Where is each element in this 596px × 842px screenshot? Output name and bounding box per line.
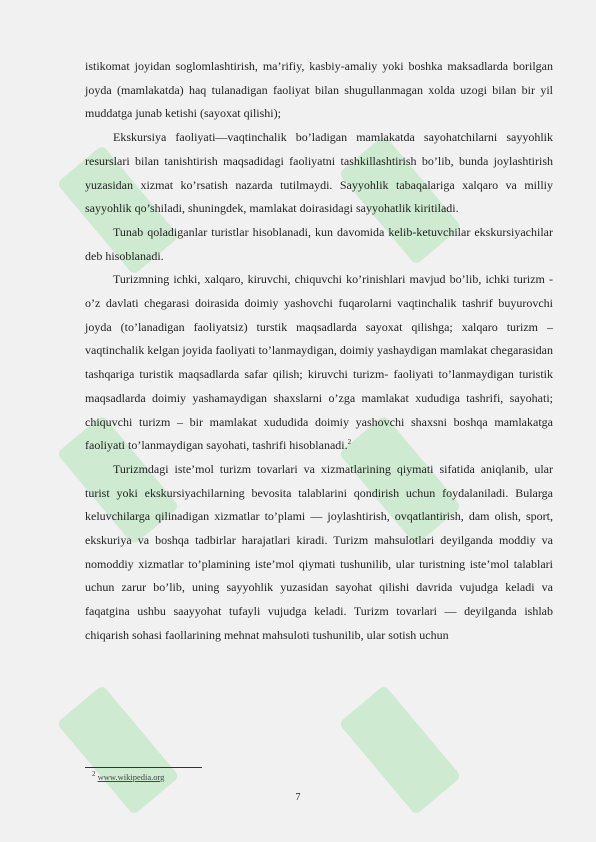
paragraph-2: Ekskursiya faoliyati—vaqtinchalik bo’ladigan mamlakatda sayohatchilarni sayyohlik resurslari bilan tanishtirish maqsadidagi faoliyatni tashkillashtirish bo’lib, bunda joylashtirish yuzasidan xizmat ko’rsatish nazarda tutilmaydi. Sayyohlik tabaqalariga xalqaro va milliy sayyohlik qo’shiladi, shuningdek, mamlakat doirasidagi sayyohatlik kiritiladi. [85,130,553,216]
page-number: 7 [295,792,301,803]
footnote-link[interactable]: www.wikipedia.org [97,772,165,782]
footnote-number: 2 [92,770,96,779]
body-text [85,55,553,648]
paragraph-1: istikomat joyidan soglomlashtirish, ma’rifiy, kasbiy-amaliy yoki boshka maksadlarda borilgan joyda (mamlakatda) haq tulanadigan faoliyat bilan shugullanmagan xolda uzogi bilan bir yil muddatga junab ketishi (sayoxat qilishi); [85,59,553,121]
footnote-reference[interactable]: 2 [347,438,352,447]
footnote-separator [85,767,202,768]
paragraph-3: Tunab qoladiganlar turistlar hisoblanadi, kun davomida kelib-ketuvchilar ekskursiyachilar deb hisoblanadi. [85,224,553,263]
paragraph-5: Turizmdagi iste’mol turizm tovarlari va xizmatlarining qiymati sifatida aniqlanib, ular turist yoki ekskursiyachilarning bevosita talablarini qondirish uchun foydalaniladi. Bularga keluvchilarga qilinadigan xizmatlar to’plami — joylashtirish, ovqatlantirish, dam olish, sport, ekskuriya va boshqa tadbirlar harajatlari kiradi. Turizm mahsulotlari deyilganda moddiy va nomoddiy xizmatlar to’plamining iste’mol qiymati tushunilib, ular turistning iste’mol talablari uchun zarur bo’lib, uning sayyohlik yuzasidan sayohat qilishi davrida vujudga keladi va faqatgina ushbu saayyohat tufayli vujudga keladi. Turizm tovarlari — deyilganda ishlab chiqarish sohasi faollarining mehnat mahsuloti tushunilib, ular sotish uchun [85,461,553,642]
paragraph-4 [85,268,553,458]
paragraph-4-text: Turizmning ichki, xalqaro, kiruvchi, chiquvchi ko’rinishlari mavjud bo’lib, ichki turizm - o’z davlati chegarasi doirasida doimiy yashovchi fuqarolarni vaqtinchalik tashrif buyurovchi joyda (to’lanadigan faoliyatsiz) turstik maqsadlarda sayoxat qilishga; xalqaro turizm –vaqtinchalik kelgan joyida faoliyati to’lanmaydigan, doimiy yashaydigan mamlakat chegarasidan tashqariga turistik maqsadlarda safar qilish; kiruvchi turizm- faoliyati to’lanmaydigan turistik maqsadlarda doimiy yashamaydigan shaxslarni o’zga mamlakat xududiga tashrifi, sayohati; chiquvchi turizm – bir mamlakat xududida doimiy yashovchi shaxsni boshqa mamlakatga faoliyati to’lanmaydigan sayohati, tashrifi hisoblanadi. [85,272,553,453]
footnote [92,772,164,782]
